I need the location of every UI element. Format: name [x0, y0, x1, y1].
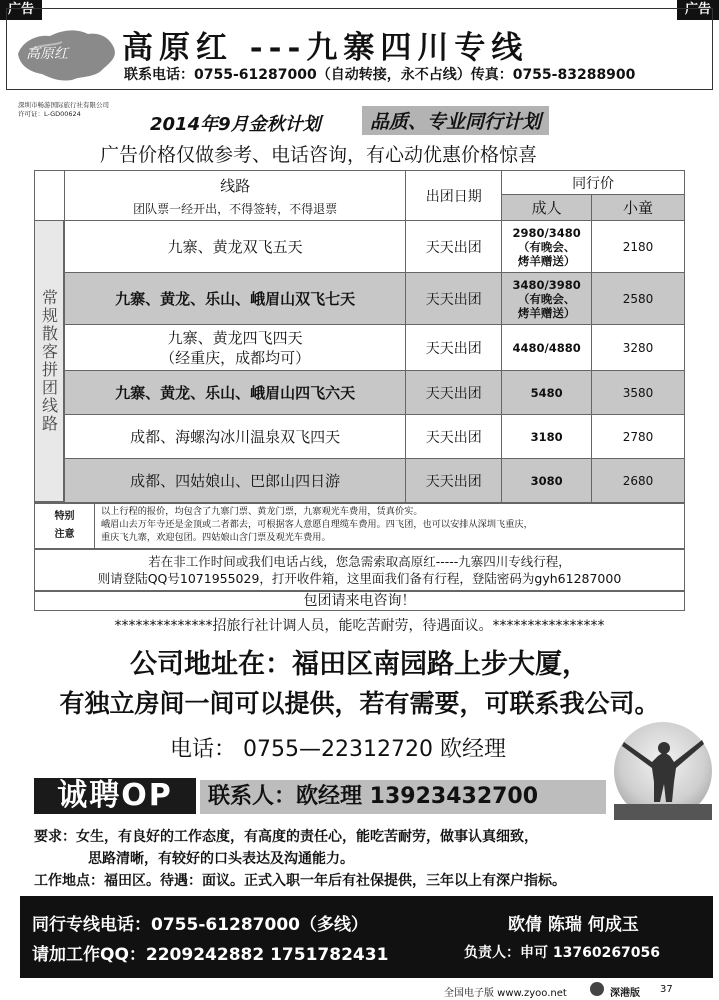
- zyoo-logo-icon: [590, 982, 604, 996]
- date-cell: 天天出团: [406, 273, 502, 325]
- adult-price-cell: 3480/3980 （有晚会、 烤羊赠送）: [502, 273, 592, 325]
- adult-price-cell: 3180: [502, 415, 592, 459]
- license-company: 深圳市畅游国际旅行社有限公司: [18, 101, 109, 109]
- route-header: 线路: [220, 176, 251, 195]
- price-header: 同行价: [502, 171, 685, 195]
- child-price-cell: 2780: [592, 415, 685, 459]
- footer-banner: [20, 896, 713, 978]
- page-number: 37: [660, 984, 673, 995]
- route-price-table: [34, 170, 685, 503]
- ad-tag-left: 广告: [0, 0, 42, 20]
- adult-price-cell: 3080: [502, 459, 592, 503]
- table-row: [35, 325, 685, 371]
- footer-names: 欧倩 陈瑞 何成玉: [508, 915, 639, 935]
- route-cell: 九寨、黄龙四飞四天 （经重庆，成都均可）: [64, 325, 405, 371]
- person-silhouette-icon: [614, 722, 712, 820]
- route-cell: 九寨、黄龙双飞五天: [64, 221, 405, 273]
- notes-label-line2: 注意: [54, 529, 75, 540]
- footer-qq: 请加工作QQ：2209242882 1751782431: [32, 945, 389, 965]
- notes-label: [35, 504, 95, 548]
- table-row: [35, 459, 685, 503]
- route-category-label: 常规散客拼团线路: [34, 220, 64, 502]
- date-cell: 天天出团: [406, 325, 502, 371]
- license-number: 许可证：L-GD00624: [18, 110, 81, 118]
- table-row: [35, 415, 685, 459]
- adult-price-cell: 2980/3480 （有晚会、 烤羊赠送）: [502, 221, 592, 273]
- plan-highlight: 品质、专业同行计划: [362, 106, 549, 135]
- address-line1: 公司地址在：福田区南园路上步大厦，: [130, 649, 589, 680]
- date-header: 出团日期: [406, 171, 502, 221]
- address-telephone: 电话： 0755—22312720 欧经理: [170, 737, 506, 762]
- edition-label: 全国电子版 www.zyoo.net: [444, 988, 567, 999]
- notes-line: 以上行程的报价，均包含了九寨门票、黄龙门票，九寨观光车费用，赁真价实。: [101, 506, 423, 517]
- notes-text: [101, 505, 533, 544]
- address-line2: 有独立房间一间可以提供，若有需要，可联系我公司。: [59, 689, 660, 718]
- notes-line: 峨眉山去万年寺还是金顶或二者都去，可根据客人意愿自理缆车费用。四飞团，也可以安排从深圳飞重庆，: [101, 519, 533, 530]
- adult-price-cell: 4480/4880: [502, 325, 592, 371]
- table-row: [35, 273, 685, 325]
- route-cell: 九寨、黄龙、乐山、峨眉山四飞六天: [64, 371, 405, 415]
- footer-manager: 负责人：申可 13760267056: [464, 945, 661, 961]
- footer-hotline: 同行专线电话：0755-61287000（多线）: [32, 915, 368, 935]
- recruit-line: **************招旅行社计调人员，能吃苦耐劳，待遇面议。****************: [114, 618, 605, 634]
- plan-subtitle: 广告价格仅做参考、电话咨询，有心动优惠价格惊喜: [100, 144, 538, 166]
- child-header: 小童: [592, 195, 685, 221]
- table-row: [35, 221, 685, 273]
- qq-notice-line2: 则请登陆QQ号1071955029，打开收件箱，这里面我们备有行程，登陆密码为gyh61287000: [97, 571, 622, 586]
- person-photo: [614, 722, 712, 820]
- notes-line: 重庆飞九寨，欢迎包团。四姑娘山含门票及观光车费用。: [101, 532, 331, 543]
- hiring-requirement-line1: 要求：女生，有良好的工作态度，有高度的责任心，能吃苦耐劳，做事认真细致，: [34, 829, 538, 845]
- notes-label-line1: 特别: [54, 511, 75, 522]
- child-price-cell: 2680: [592, 459, 685, 503]
- qq-notice: [34, 549, 685, 591]
- hiring-contact: 联系人：欧经理 13923432700: [200, 780, 606, 814]
- brand-title: 高原红 ---九寨四川专线: [122, 30, 529, 66]
- route-cell: 成都、海螺沟冰川温泉双飞四天: [64, 415, 405, 459]
- plan-title: 2014年9月金秋计划: [150, 114, 321, 135]
- hiring-requirement-line2: 思路清晰，有较好的口头表达及沟通能力。: [88, 851, 354, 867]
- date-cell: 天天出团: [406, 221, 502, 273]
- side-fine-print: [704, 900, 718, 988]
- date-cell: 天天出团: [406, 371, 502, 415]
- route-header-note: 团队票一经开出，不得签转，不得退票: [133, 201, 338, 216]
- route-cell: 成都、四姑娘山、巴郎山四日游: [64, 459, 405, 503]
- hiring-title: 诚聘OP: [34, 778, 196, 814]
- hiring-location: 工作地点：福田区。待遇：面议。正式入职一年后有社保提供，三年以上有深户指标。: [34, 873, 566, 889]
- child-price-cell: 2580: [592, 273, 685, 325]
- child-price-cell: 3280: [592, 325, 685, 371]
- group-inquiry-notice: 包团请来电咨询！: [34, 591, 685, 611]
- child-price-cell: 3580: [592, 371, 685, 415]
- child-price-cell: 2180: [592, 221, 685, 273]
- map-label: 高原红: [26, 46, 68, 62]
- adult-price-cell: 5480: [502, 371, 592, 415]
- special-notes: [34, 503, 685, 549]
- table-row: [35, 371, 685, 415]
- route-header-cell: [64, 171, 405, 221]
- route-cell: 九寨、黄龙、乐山、峨眉山双飞七天: [64, 273, 405, 325]
- china-map-logo: [10, 24, 122, 86]
- ad-tag-right: 广告: [677, 0, 719, 20]
- date-cell: 天天出团: [406, 459, 502, 503]
- adult-header: 成人: [502, 195, 592, 221]
- contact-line: 联系电话：0755-61287000（自动转接，永不占线）传真：0755-83288900: [124, 67, 636, 83]
- qq-notice-line1: 若在非工作时间或我们电话占线，您急需索取高原红-----九寨四川专线行程，: [148, 554, 571, 569]
- section-label: 深港版: [610, 988, 640, 999]
- date-cell: 天天出团: [406, 415, 502, 459]
- side-header-cell: [35, 171, 65, 221]
